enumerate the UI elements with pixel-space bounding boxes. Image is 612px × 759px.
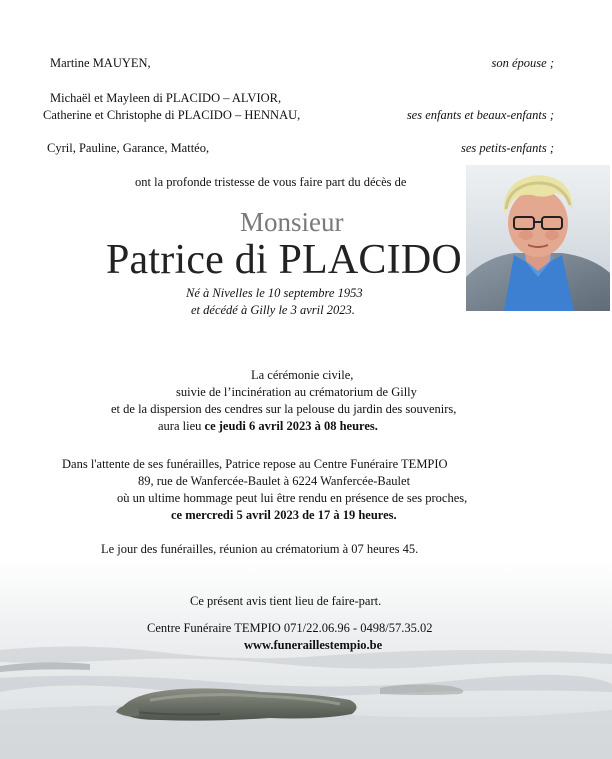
sea-rock-landscape: [0, 560, 612, 759]
ceremony-line-1: La cérémonie civile,: [251, 368, 354, 382]
spouse-role: son épouse ;: [491, 56, 554, 70]
visitation-date: ce mercredi 5 avril 2023 de 17 à 19 heures.: [171, 508, 397, 522]
children-names-2: Catherine et Christophe di PLACIDO – HENNAU,: [43, 108, 301, 122]
children-names-1: Michaël et Mayleen di PLACIDO – ALVIOR,: [50, 91, 282, 105]
deceased-name: Patrice di PLACIDO: [106, 237, 462, 283]
death-info: et décédé à Gilly le 3 avril 2023.: [191, 303, 355, 317]
meeting-line-1: Le jour des funérailles, réunion au crématorium à 07 heures 45.: [101, 542, 419, 556]
notice-text: Ce présent avis tient lieu de faire-part.: [190, 594, 382, 608]
ceremony-date: ce jeudi 6 avril 2023 à 08 heures.: [204, 419, 378, 433]
spouse-name: Martine MAUYEN,: [50, 56, 151, 70]
ceremony-line-2: suivie de l’incinération au crématorium de Gilly: [176, 385, 417, 399]
grandchildren-role: ses petits-enfants ;: [460, 141, 554, 155]
grandchildren-names: Cyril, Pauline, Garance, Mattéo,: [47, 141, 210, 155]
visitation-line-2: 89, rue de Wanfercée-Baulet à 6224 Wanfercée-Baulet: [138, 474, 411, 488]
funeral-home-website[interactable]: www.funeraillestempio.be: [244, 638, 383, 652]
ceremony-line-4: [158, 418, 378, 436]
children-role: ses enfants et beaux-enfants ;: [406, 108, 554, 122]
announcement-text: ont la profonde tristesse de vous faire part du décès de: [135, 175, 407, 189]
visitation-line-1: Dans l'attente de ses funérailles, Patrice repose au Centre Funéraire TEMPIO: [62, 457, 448, 471]
portrait-photo: [466, 165, 610, 311]
deceased-title: Monsieur: [240, 207, 344, 237]
visitation-line-3: où un ultime hommage peut lui être rendu en présence de ses proches,: [117, 491, 468, 505]
ceremony-line-3: et de la dispersion des cendres sur la pelouse du jardin des souvenirs,: [111, 402, 457, 416]
birth-info: Né à Nivelles le 10 septembre 1953: [186, 286, 363, 300]
funeral-home-contact: Centre Funéraire TEMPIO 071/22.06.96 - 0498/57.35.02: [147, 621, 433, 635]
ceremony-date-prefix: aura lieu: [158, 419, 205, 433]
